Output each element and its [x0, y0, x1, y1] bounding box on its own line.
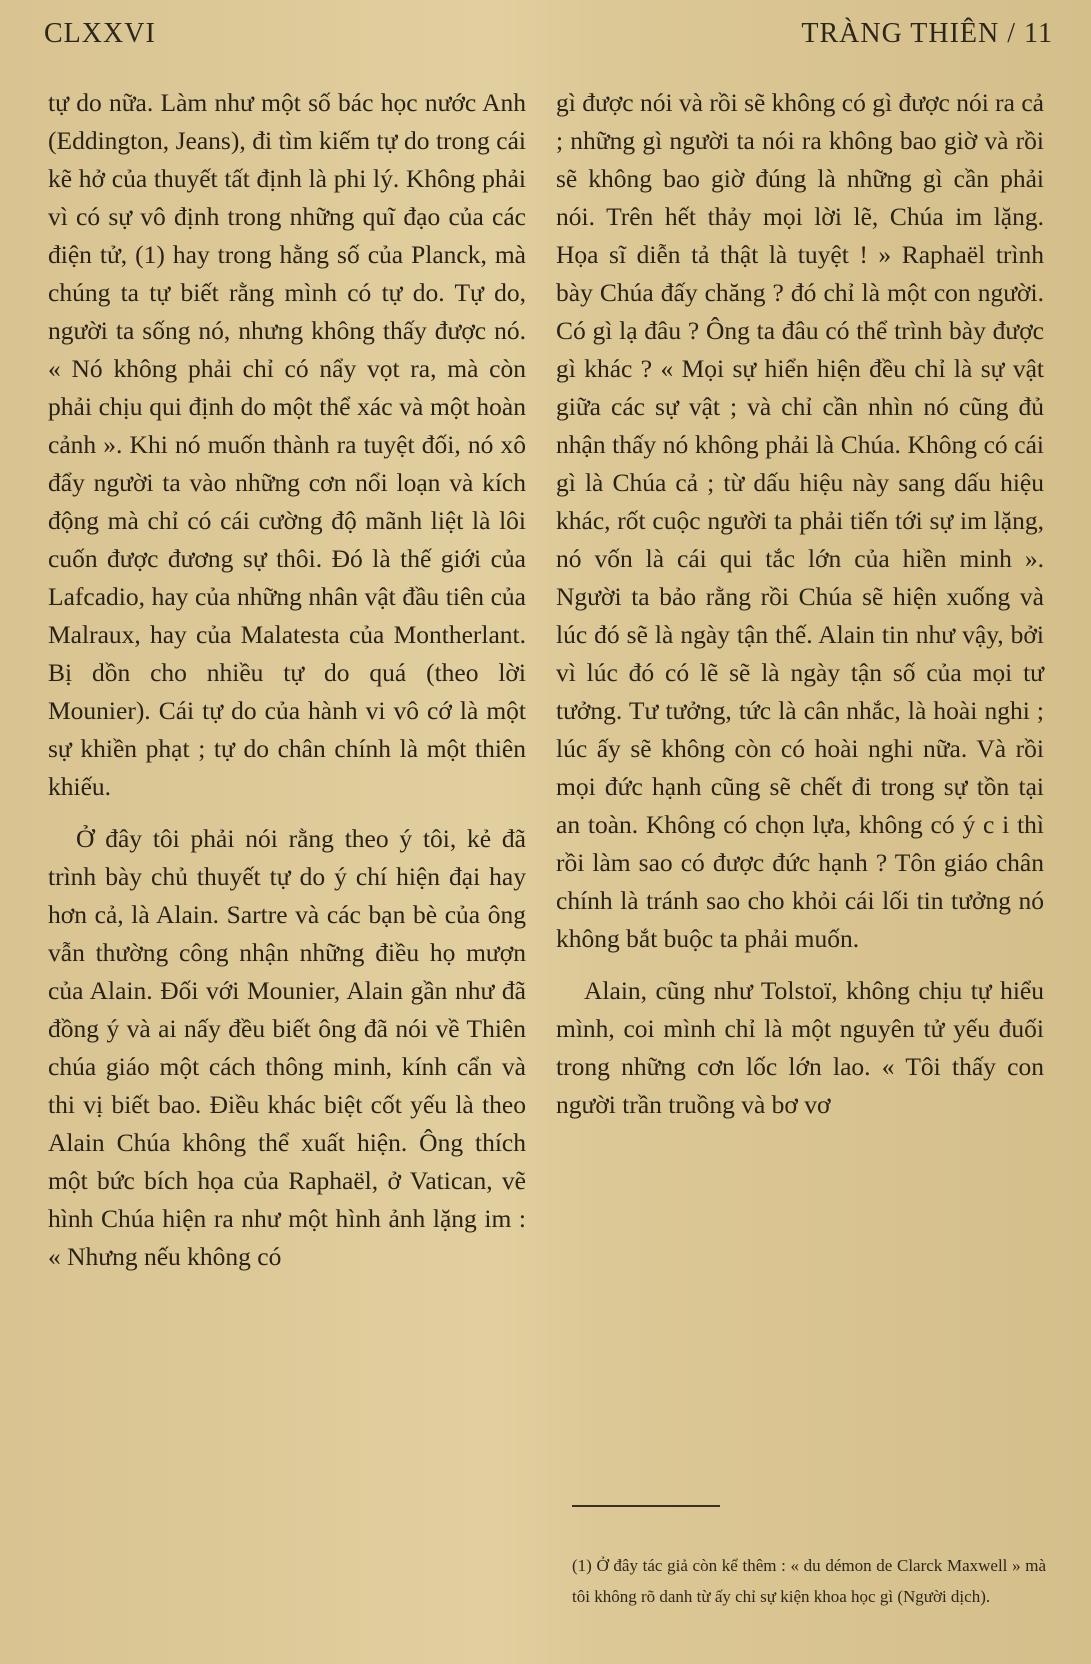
page-number-roman: CLXXVI	[44, 18, 156, 49]
footnote: (1) Ở đây tác giả còn kể thêm : « du démon de Clarck Maxwell » mà tôi không rõ danh từ ấy chỉ sự kiện khoa học gì (Người dịch).	[572, 1556, 1046, 1606]
left-paragraph-2: Ở đây tôi phải nói rằng theo ý tôi, kẻ đã trình bày chủ thuyết tự do ý chí hiện đại hay hơn cả, là Alain. Sartre và các bạn bè của ông vẫn thường công nhận những điều họ mượn của Alain. Đối với Mounier, Alain gần như đã đồng ý và ai nấy đều biết ông đã nói về Thiên chúa giáo một cách thông minh, kính cẩn và thi vị biết bao. Điều khác biệt cốt yếu là theo Alain Chúa không thể xuất hiện. Ông thích một bức bích họa của Raphaël, ở Vatican, vẽ hình Chúa hiện ra như một hình ảnh lặng im : « Nhưng nếu không có	[48, 824, 526, 1271]
journal-title-page: TRÀNG THIÊN / 11	[801, 18, 1053, 49]
left-column	[48, 84, 526, 1276]
left-paragraph-1: tự do nữa. Làm như một số bác học nước Anh (Eddington, Jeans), đi tìm kiếm tự do trong cái kẽ hở của thuyết tất định là phi lý. Không phải vì có sự vô định trong những quĩ đạo của các điện tử, (1) hay trong hằng số của Planck, mà chúng ta tự biết rằng mình có tự do. Tự do, người ta sống nó, nhưng không thấy được nó. « Nó không phải chỉ có nẩy vọt ra, mà còn phải chịu qui định do một thể xác và một hoàn cảnh ». Khi nó muốn thành ra tuyệt đối, nó xô đẩy người ta vào những cơn nổi loạn và kích động mà chỉ có cái cường độ mãnh liệt là lôi cuốn được đương sự thôi. Đó là thế giới của Lafcadio, hay của những nhân vật đầu tiên của Malraux, hay của Malatesta của Montherlant. Bị dồn cho nhiều tự do quá (theo lời Mounier). Cái tự do của hành vi vô cớ là một sự khiền phạt ; tự do chân chính là một thiên khiếu.	[48, 88, 526, 801]
right-paragraph-1: gì được nói và rồi sẽ không có gì được nói ra cả ; những gì người ta nói ra không bao giờ và rồi sẽ không bao giờ đúng là những gì cần phải nói. Trên hết thảy mọi lời lẽ, Chúa im lặng. Họa sĩ diễn tả thật là tuyệt ! » Raphaël trình bày Chúa đấy chăng ? đó chỉ là một con người. Có gì lạ đâu ? Ông ta đâu có thể trình bày được gì khác ? « Mọi sự hiển hiện đều chỉ là sự vật giữa các sự vật ; và chỉ cần nhìn nó cũng đủ nhận thấy nó không phải là Chúa. Không có cái gì là Chúa cả ; từ dấu hiệu này sang dấu hiệu khác, rốt cuộc người ta phải tiến tới sự im lặng, nó vốn là cái qui tắc lớn của hiền minh ». Người ta bảo rằng rồi Chúa sẽ hiện xuống và lúc đó sẽ là ngày tận thế. Alain tin như vậy, bởi vì lúc đó có lẽ sẽ là ngày tận số của mọi tư tưởng. Tư tưởng, tức là cân nhắc, là hoài nghi ; lúc ấy sẽ không còn có hoài nghi nữa. Và rồi mọi đức hạnh cũng sẽ chết đi trong sự tồn tại an toàn. Không có chọn lựa, không có ý c i thì rồi làm sao có được đức hạnh ? Tôn giáo chân chính là tránh sao cho khỏi cái lối tin tưởng nó không bắt buộc ta phải muốn.	[556, 88, 1044, 953]
footnote-rule	[572, 1505, 720, 1507]
running-header	[44, 14, 1053, 54]
right-column	[556, 84, 1044, 1124]
right-paragraph-2: Alain, cũng như Tolstoï, không chịu tự hiểu mình, coi mình chỉ là một nguyên tử yếu đuối trong những cơn lốc lớn lao. « Tôi thấy con người trần truồng và bơ vơ	[556, 976, 1044, 1119]
